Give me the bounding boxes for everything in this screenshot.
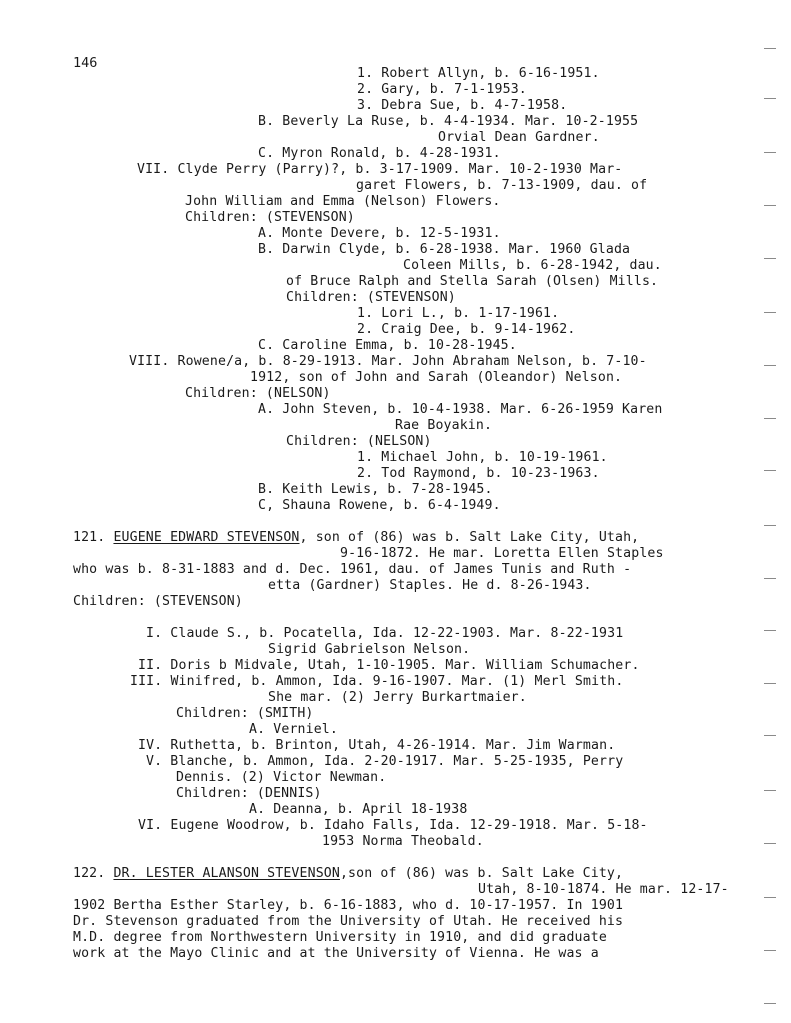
- line-text: Rae Boyakin.: [395, 418, 493, 433]
- text-line: [268, 642, 470, 658]
- text-line: [258, 402, 662, 418]
- text-line: [129, 354, 647, 370]
- text-line: [73, 594, 243, 610]
- line-text: A. Deanna, b. April 18-1938: [249, 802, 468, 817]
- text-line: [258, 482, 493, 498]
- text-line: [73, 946, 599, 962]
- line-text: Coleen Mills, b. 6-28-1942, dau.: [403, 258, 662, 273]
- edge-tick: [764, 418, 776, 419]
- line-text-rest: ,son of (86) was b. Salt Lake City,: [339, 866, 624, 881]
- text-line: [258, 242, 630, 258]
- text-line: [438, 130, 600, 146]
- line-text: A. Verniel.: [249, 722, 338, 737]
- line-text: garet Flowers, b. 7-13-1909, dau. of: [356, 178, 648, 193]
- edge-tick: [764, 843, 776, 844]
- text-line: [340, 546, 664, 562]
- line-text: 2. Craig Dee, b. 9-14-1962.: [357, 322, 576, 337]
- line-text: etta (Gardner) Staples. He d. 8-26-1943.: [268, 578, 592, 593]
- line-text: Dr. Stevenson graduated from the University of Utah. He received his: [73, 914, 624, 929]
- line-text: John William and Emma (Nelson) Flowers.: [185, 194, 501, 209]
- edge-tick: [764, 1003, 776, 1004]
- text-line: [357, 82, 527, 98]
- text-line: [357, 450, 608, 466]
- line-text: Children: (STEVENSON): [73, 594, 243, 609]
- text-line: [185, 210, 355, 226]
- line-text: 1. Michael John, b. 10-19-1961.: [357, 450, 608, 465]
- line-text: Sigrid Gabrielson Nelson.: [268, 642, 471, 657]
- line-text: Utah, 8-10-1874. He mar. 12-17-: [478, 882, 729, 897]
- entry-name: EUGENE EDWARD STEVENSON: [113, 530, 300, 545]
- text-line: [395, 418, 492, 434]
- line-text: Children: (DENNIS): [176, 786, 322, 801]
- line-text: Children: (NELSON): [185, 386, 331, 401]
- line-text: C. Caroline Emma, b. 10-28-1945.: [258, 338, 517, 353]
- line-text: 1. Robert Allyn, b. 6-16-1951.: [357, 66, 600, 81]
- edge-tick: [764, 578, 776, 579]
- text-line: [250, 370, 622, 386]
- edge-tick: [764, 950, 776, 951]
- text-line: [357, 66, 600, 82]
- line-text: 2. Gary, b. 7-1-1953.: [357, 82, 527, 97]
- text-line: [357, 466, 600, 482]
- text-line: [73, 562, 631, 578]
- text-line: [258, 498, 501, 514]
- text-line: [73, 914, 623, 930]
- text-line: [73, 530, 639, 546]
- text-line: [357, 306, 559, 322]
- text-line: [176, 770, 386, 786]
- line-text: VI. Eugene Woodrow, b. Idaho Falls, Ida. 12-29-1918. Mar. 5-18-: [138, 818, 648, 833]
- edge-tick: [764, 525, 776, 526]
- edge-tick: [764, 365, 776, 366]
- line-text: 121.: [73, 530, 114, 545]
- text-line: [130, 674, 623, 690]
- text-line: [258, 338, 517, 354]
- line-text: C. Myron Ronald, b. 4-28-1931.: [258, 146, 501, 161]
- edge-tick: [764, 312, 776, 313]
- entry-name: DR. LESTER ALANSON STEVENSON: [113, 866, 340, 881]
- line-text: who was b. 8-31-1883 and d. Dec. 1961, dau. of James Tunis and Ruth -: [73, 562, 632, 577]
- line-text: 3. Debra Sue, b. 4-7-1958.: [357, 98, 568, 113]
- text-line: [146, 626, 623, 642]
- text-line: [286, 434, 432, 450]
- text-line: [357, 98, 567, 114]
- line-text: I. Claude S., b. Pocatella, Ida. 12-22-1903. Mar. 8-22-1931: [146, 626, 624, 641]
- text-line: [249, 722, 338, 738]
- text-line: [286, 274, 658, 290]
- line-text: Children: (STEVENSON): [185, 210, 355, 225]
- line-text: Children: (STEVENSON): [286, 290, 456, 305]
- line-text: A. John Steven, b. 10-4-1938. Mar. 6-26-1959 Karen: [258, 402, 663, 417]
- line-text: 122.: [73, 866, 114, 881]
- line-text: C, Shauna Rowene, b. 6-4-1949.: [258, 498, 501, 513]
- text-line: [403, 258, 662, 274]
- text-line: [286, 290, 456, 306]
- text-line: [268, 578, 592, 594]
- text-line: [258, 114, 638, 130]
- line-text: 1912, son of John and Sarah (Oleandor) Nelson.: [250, 370, 623, 385]
- edge-tick: [764, 48, 776, 49]
- line-text: VII. Clyde Perry (Parry)?, b. 3-17-1909. Mar. 10-2-1930 Mar-: [137, 162, 623, 177]
- line-text: Orvial Dean Gardner.: [438, 130, 600, 145]
- edge-tick: [764, 470, 776, 471]
- line-text-rest: , son of (86) was b. Salt Lake City, Utah,: [299, 530, 640, 545]
- line-text: Children: (NELSON): [286, 434, 432, 449]
- text-line: [185, 386, 331, 402]
- text-line: [478, 882, 729, 898]
- line-text: work at the Mayo Clinic and at the University of Vienna. He was a: [73, 946, 599, 961]
- text-line: [268, 690, 527, 706]
- text-line: [138, 818, 648, 834]
- text-line: [356, 178, 647, 194]
- text-line: [185, 194, 501, 210]
- edge-tick: [764, 683, 776, 684]
- line-text: B. Darwin Clyde, b. 6-28-1938. Mar. 1960 Glada: [258, 242, 631, 257]
- text-line: [73, 898, 623, 914]
- line-text: B. Beverly La Ruse, b. 4-4-1934. Mar. 10-2-1955: [258, 114, 639, 129]
- line-text: A. Monte Devere, b. 12-5-1931.: [258, 226, 501, 241]
- edge-tick: [764, 205, 776, 206]
- line-text: B. Keith Lewis, b. 7-28-1945.: [258, 482, 493, 497]
- edge-tick: [764, 630, 776, 631]
- text-line: [176, 706, 314, 722]
- edge-tick: [764, 258, 776, 259]
- text-line: [258, 146, 501, 162]
- edge-tick: [764, 152, 776, 153]
- line-text: IV. Ruthetta, b. Brinton, Utah, 4-26-1914. Mar. Jim Warman.: [138, 738, 616, 753]
- text-line: [258, 226, 501, 242]
- text-line: [357, 322, 575, 338]
- edge-tick: [764, 897, 776, 898]
- text-line: [73, 866, 623, 882]
- edge-tick: [764, 790, 776, 791]
- text-line: [73, 930, 607, 946]
- line-text: 1902 Bertha Esther Starley, b. 6-16-1883, who d. 10-17-1957. In 1901: [73, 898, 624, 913]
- page-number: 146: [73, 55, 98, 71]
- text-line: [138, 738, 615, 754]
- line-text: 1953 Norma Theobald.: [322, 834, 484, 849]
- line-text: III. Winifred, b. Ammon, Ida. 9-16-1907. Mar. (1) Merl Smith.: [130, 674, 624, 689]
- line-text: 9-16-1872. He mar. Loretta Ellen Staples: [340, 546, 664, 561]
- line-text: M.D. degree from Northwestern University in 1910, and did graduate: [73, 930, 607, 945]
- text-line: [137, 162, 622, 178]
- line-text: Dennis. (2) Victor Newman.: [176, 770, 387, 785]
- edge-tick: [764, 735, 776, 736]
- text-line: [176, 786, 322, 802]
- text-line: [322, 834, 484, 850]
- line-text: 1. Lori L., b. 1-17-1961.: [357, 306, 560, 321]
- edge-tick: [764, 98, 776, 99]
- line-text: She mar. (2) Jerry Burkartmaier.: [268, 690, 527, 705]
- text-line: [138, 658, 640, 674]
- line-text: II. Doris b Midvale, Utah, 1-10-1905. Mar. William Schumacher.: [138, 658, 640, 673]
- line-text: Children: (SMITH): [176, 706, 314, 721]
- line-text: VIII. Rowene/a, b. 8-29-1913. Mar. John Abraham Nelson, b. 7-10-: [129, 354, 647, 369]
- text-line: [249, 802, 467, 818]
- line-text: 2. Tod Raymond, b. 10-23-1963.: [357, 466, 600, 481]
- line-text: V. Blanche, b. Ammon, Ida. 2-20-1917. Mar. 5-25-1935, Perry: [146, 754, 624, 769]
- line-text: of Bruce Ralph and Stella Sarah (Olsen) Mills.: [286, 274, 659, 289]
- text-line: [146, 754, 623, 770]
